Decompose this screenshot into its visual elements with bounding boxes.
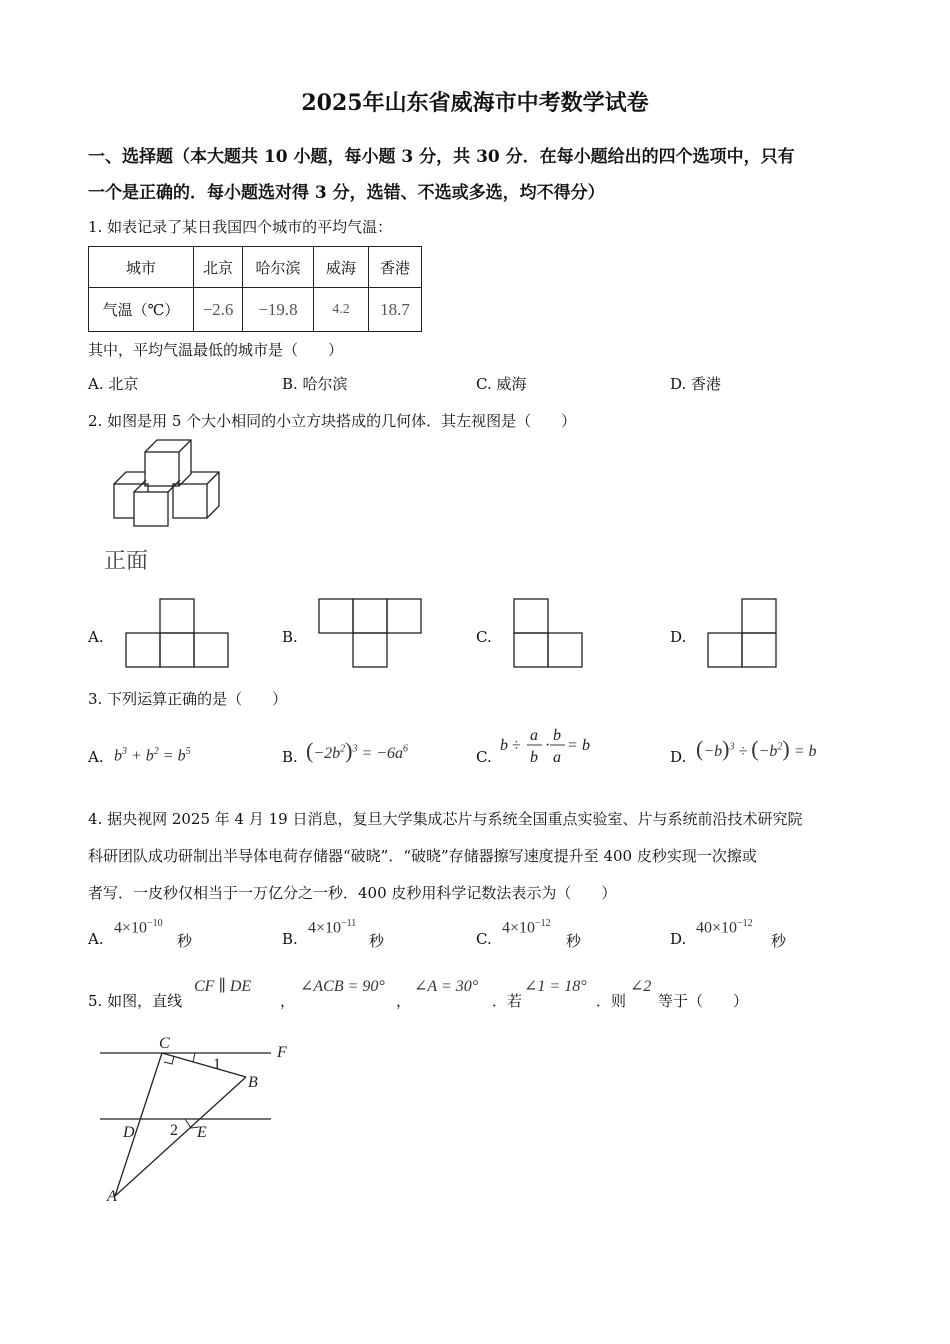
question-5-sep3: ．若 <box>492 992 523 1010</box>
option-c-expression <box>500 722 600 770</box>
option-d-label: D. <box>670 930 687 948</box>
table-header-cell: 哈尔滨 <box>243 247 314 288</box>
question-5-suffix: 等于（ ） <box>658 992 749 1010</box>
label-d: D <box>123 1124 135 1141</box>
angle-1-mark <box>193 1053 195 1062</box>
condition-parallel: CF ∥ DE <box>194 978 252 995</box>
option-d-view <box>706 598 778 668</box>
option-b-label: B. <box>282 628 298 646</box>
page-title: 2025年山东省威海市中考数学试卷 <box>301 90 649 116</box>
option-a-expression: $b^3 + b^2 = b^5$ <box>114 746 191 765</box>
question-5-sep4: ．则 <box>596 992 627 1010</box>
option-b-label: B. <box>282 748 298 766</box>
table-row <box>89 288 422 332</box>
option-a: A. 北京 <box>88 375 139 393</box>
question-4-line3: 者写．一皮秒仅相当于一万亿分之一秒．400 皮秒用科学记数法表示为（ ） <box>88 884 617 902</box>
svg-text:·: · <box>545 737 551 754</box>
option-c: C. 威海 <box>476 375 527 393</box>
cube-figure <box>100 434 230 534</box>
option-b-unit: 秒 <box>369 932 385 950</box>
option-d-unit: 秒 <box>771 932 787 950</box>
option-a-expression: $4\times 10^{-10}$ <box>114 918 163 937</box>
option-a-unit: 秒 <box>177 932 193 950</box>
question-4-line1: 4. 据央视网 2025 年 4 月 19 日消息，复旦大学集成芯片与系统全国重点实验室、片与系统前沿技术研究院 <box>88 810 803 828</box>
table-header-row <box>89 247 422 288</box>
table-header-cell: 北京 <box>194 247 243 288</box>
option-c-label: C. <box>476 748 492 766</box>
option-a-label: A. <box>88 930 104 948</box>
option-a-view <box>124 598 230 668</box>
option-c-unit: 秒 <box>566 932 582 950</box>
svg-text:b: b <box>500 737 508 754</box>
question-5-sep1: ， <box>280 992 296 1010</box>
option-d: D. 香港 <box>670 375 722 393</box>
option-c-label: C. <box>476 628 492 646</box>
option-d-expression: $(-b)^3 \div (-b^2) = b$ <box>696 736 817 761</box>
table-cell: 4.2 <box>314 288 369 332</box>
label-f: F <box>277 1044 287 1061</box>
option-d-expression: $40\times 10^{-12}$ <box>696 918 753 937</box>
table-cell: 18.7 <box>369 288 422 332</box>
question-2-stem: 2. 如图是用 5 个大小相同的小立方块搭成的几何体．其左视图是（ ） <box>88 412 577 430</box>
label-e: E <box>197 1124 207 1141</box>
table-header-cell: 城市 <box>89 247 194 288</box>
option-b: B. 哈尔滨 <box>282 375 348 393</box>
svg-text:a: a <box>530 727 538 744</box>
condition-angle-a: ∠A = 30° <box>414 978 479 995</box>
table-header-cell: 威海 <box>314 247 369 288</box>
condition-angle-1: ∠1 = 18° <box>524 978 587 995</box>
condition-right-angle: ∠ACB = 90° <box>300 978 385 995</box>
svg-text:b: b <box>582 737 590 754</box>
option-b-label: B. <box>282 930 298 948</box>
section-heading-line1: 一、选择题（本大题共 10 小题，每小题 3 分，共 30 分．在每小题给出的四个选项中，只有 <box>88 147 795 167</box>
label-angle-2: 2 <box>170 1122 178 1139</box>
question-5-prefix: 5. 如图，直线 <box>88 992 183 1010</box>
option-d-label: D. <box>670 628 687 646</box>
label-angle-1: 1 <box>213 1056 221 1073</box>
question-1-tail: 其中，平均气温最低的城市是（ ） <box>88 341 344 359</box>
option-d-label: D. <box>670 748 687 766</box>
option-b-view <box>318 598 424 668</box>
table-cell: −2.6 <box>194 288 243 332</box>
label-b: B <box>248 1074 258 1091</box>
temperature-table <box>88 246 422 332</box>
option-b-expression: $4\times 10^{-11}$ <box>308 918 357 937</box>
geometry-figure <box>95 1036 305 1206</box>
right-angle-mark <box>164 1056 174 1064</box>
svg-text:b: b <box>530 749 538 766</box>
option-a-label: A. <box>88 748 104 766</box>
section-heading-line2: 一个是正确的．每小题选对得 3 分，选错、不选或多选，均不得分） <box>88 183 605 203</box>
svg-text:a: a <box>553 749 561 766</box>
question-4-line2: 科研团队成功研制出半导体电荷存储器“破晓”．“破晓”存储器擦写速度提升至 400 皮秒实现一次擦或 <box>88 847 757 865</box>
front-label: 正面 <box>104 549 149 574</box>
table-cell: −19.8 <box>243 288 314 332</box>
segment-cb <box>162 1053 246 1077</box>
option-c-label: C. <box>476 930 492 948</box>
label-c: C <box>159 1035 170 1052</box>
svg-text:=: = <box>568 737 578 754</box>
table-header-cell: 香港 <box>369 247 422 288</box>
option-c-view <box>512 598 584 668</box>
svg-text:b: b <box>553 727 561 744</box>
option-c-expression: $4\times 10^{-12}$ <box>502 918 551 937</box>
question-3-stem: 3. 下列运算正确的是（ ） <box>88 690 288 708</box>
target-angle-2: ∠2 <box>630 978 652 995</box>
question-5-sep2: ， <box>396 992 412 1010</box>
svg-text:÷: ÷ <box>512 737 521 754</box>
option-a-label: A. <box>88 628 104 646</box>
option-b-expression: $(-2b^2)^3 = -6a^6$ <box>306 738 409 763</box>
label-a: A <box>107 1188 117 1205</box>
table-cell: 气温（℃） <box>89 288 194 332</box>
question-1-stem: 1. 如表记录了某日我国四个城市的平均气温： <box>88 218 393 236</box>
